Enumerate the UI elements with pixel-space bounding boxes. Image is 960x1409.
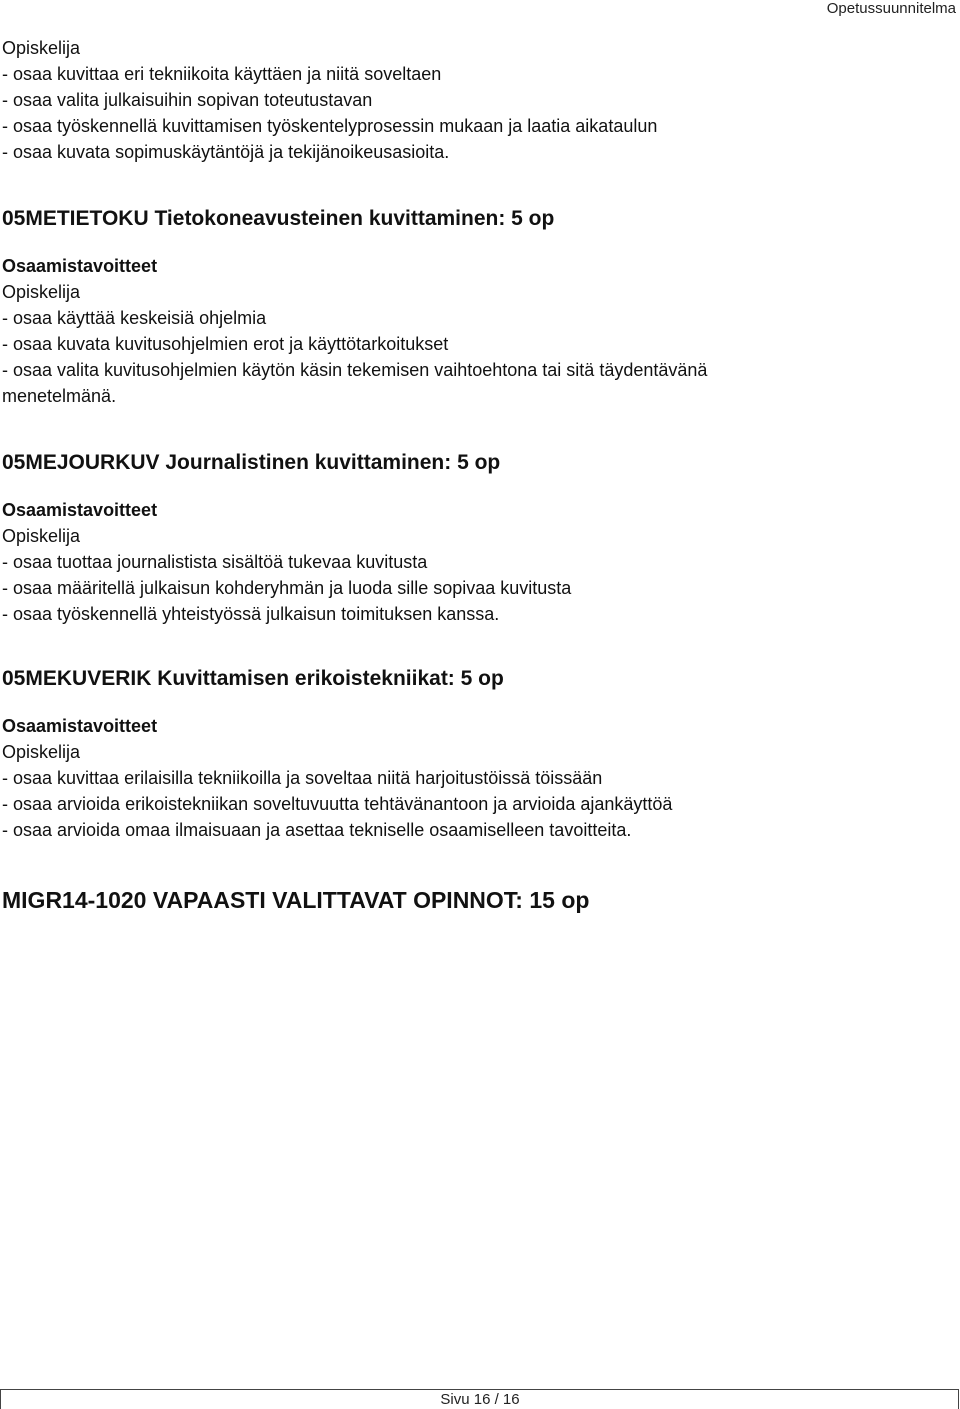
intro-item: - osaa työskennellä kuvittamisen työskentelyprosessin mukaan ja laatia aikataulun xyxy=(2,116,658,136)
document-body xyxy=(2,35,952,915)
course-title: 05MEKUVERIK Kuvittamisen erikoistekniikat: 5 op xyxy=(2,667,504,690)
course-item: - osaa kuvata kuvitusohjelmien erot ja käyttötarkoitukset xyxy=(2,334,449,354)
course-item: - osaa käyttää keskeisiä ohjelmia xyxy=(2,308,267,328)
course-item: - osaa määritellä julkaisun kohderyhmän ja luoda sille sopivaa kuvitusta xyxy=(2,578,572,598)
main-heading: MIGR14-1020 VAPAASTI VALITTAVAT OPINNOT: 15 op xyxy=(2,887,590,913)
intro-section xyxy=(2,35,952,165)
course-subheading: Osaamistavoitteet xyxy=(2,716,158,736)
course-item: - osaa kuvittaa erilaisilla tekniikoilla ja soveltaa niitä harjoitustöissä töissään xyxy=(2,768,603,788)
footer-rule xyxy=(0,1389,958,1390)
course-section-mekuverik xyxy=(2,665,952,843)
course-item: - osaa arvioida erikoistekniikan soveltuvuutta tehtävänantoon ja arvioida ajankäyttöä xyxy=(2,794,673,814)
intro-item: - osaa valita julkaisuihin sopivan toteutustavan xyxy=(2,90,373,110)
course-label: Opiskelija xyxy=(2,526,81,546)
intro-label: Opiskelija xyxy=(2,38,81,58)
page-footer xyxy=(0,1389,960,1409)
course-section-mejourkuv xyxy=(2,449,952,627)
course-item: - osaa tuottaa journalistista sisältöä tukevaa kuvitusta xyxy=(2,552,428,572)
course-item: - osaa valita kuvitusohjelmien käytön käsin tekemisen vaihtoehtona tai sitä täydentävänä xyxy=(2,360,708,380)
course-title: 05MEJOURKUV Journalistinen kuvittaminen: 5 op xyxy=(2,451,501,474)
course-label: Opiskelija xyxy=(2,742,81,762)
course-item: - osaa arvioida omaa ilmaisuaan ja asettaa tekniselle osaamiselleen tavoitteita. xyxy=(2,820,632,840)
course-subheading: Osaamistavoitteet xyxy=(2,256,158,276)
course-item: menetelmänä. xyxy=(2,386,117,406)
course-title: 05METIETOKU Tietokoneavusteinen kuvittaminen: 5 op xyxy=(2,207,555,230)
course-item: - osaa työskennellä yhteistyössä julkaisun toimituksen kanssa. xyxy=(2,604,500,624)
course-label: Opiskelija xyxy=(2,282,81,302)
intro-item: - osaa kuvittaa eri tekniikoita käyttäen ja niitä soveltaen xyxy=(2,64,442,84)
course-subheading: Osaamistavoitteet xyxy=(2,500,158,520)
intro-item: - osaa kuvata sopimuskäytäntöjä ja tekijänoikeusasioita. xyxy=(2,142,450,162)
course-section-metietoku xyxy=(2,205,952,409)
document-title: Opetussuunnitelma xyxy=(826,0,956,17)
page-number: Sivu 16 / 16 xyxy=(440,1391,520,1408)
